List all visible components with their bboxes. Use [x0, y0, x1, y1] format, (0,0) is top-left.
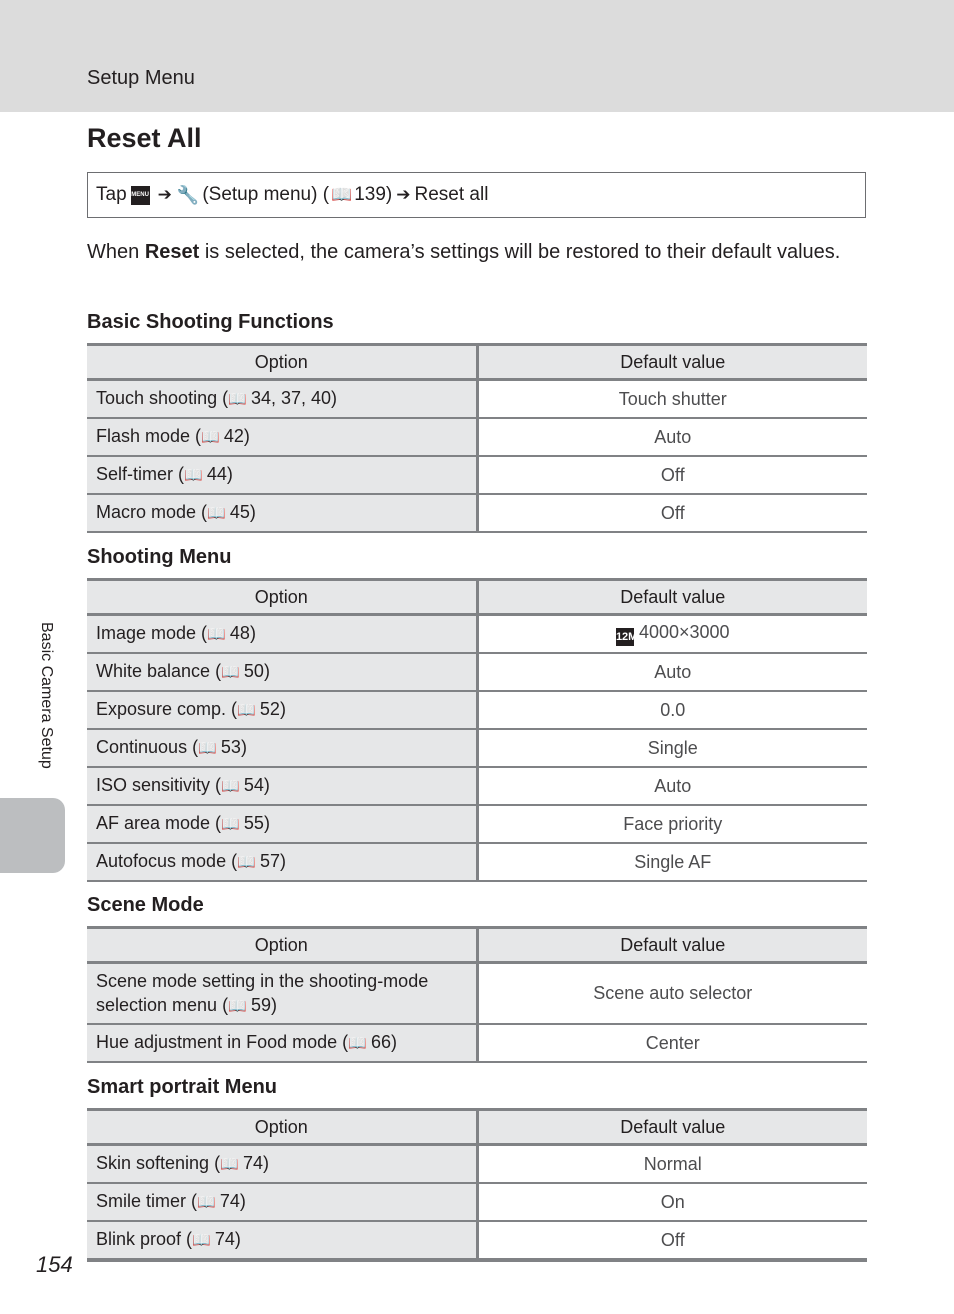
- page-reference: 74): [242, 1153, 269, 1173]
- book-reference-icon: 📖: [221, 816, 244, 833]
- column-header-option: Option: [87, 928, 477, 963]
- page-reference: 45): [229, 502, 256, 522]
- book-reference-icon: 📖: [348, 1035, 371, 1052]
- section-label: Setup Menu: [87, 67, 195, 89]
- page-reference: 48): [229, 623, 256, 643]
- table-header-row: [87, 928, 867, 963]
- option-label: AF area mode (: [96, 813, 222, 833]
- table-row: [87, 729, 867, 767]
- table-shooting-menu: [87, 578, 867, 882]
- book-reference-icon: 📖: [237, 702, 260, 719]
- default-value: Scene auto selector: [593, 983, 753, 1003]
- column-header-default-value: Default value: [477, 345, 867, 380]
- option-label: Touch shooting (: [96, 388, 229, 408]
- intro-suffix: is selected, the camera’s settings will be restored to their default values.: [199, 241, 841, 263]
- default-value: Auto: [654, 661, 692, 682]
- option-cell: [87, 1024, 477, 1062]
- option-cell: [87, 456, 477, 494]
- book-reference-icon: 📖: [184, 467, 207, 484]
- column-header-option: Option: [87, 1110, 477, 1145]
- table-basic-shooting-functions: [87, 343, 867, 533]
- page-reference: 34, 37, 40): [250, 388, 338, 408]
- page-reference: 59): [250, 994, 277, 1015]
- default-value-cell: [477, 767, 867, 805]
- table-row: [87, 1183, 867, 1221]
- intro-prefix: When: [87, 241, 145, 263]
- table-row: [87, 494, 867, 532]
- arrow-right-icon: ➔: [396, 185, 411, 204]
- default-value-cell: [477, 1024, 867, 1062]
- book-reference-icon: 📖: [228, 391, 251, 408]
- book-reference-icon: 📖: [220, 1156, 243, 1173]
- default-value: Single: [647, 737, 698, 758]
- table-row: [87, 1221, 867, 1259]
- default-value: Off: [660, 502, 685, 523]
- default-value: Off: [660, 464, 685, 485]
- option-cell: [87, 653, 477, 691]
- default-value: 4000×3000: [638, 622, 730, 642]
- page-reference: 50): [243, 661, 270, 681]
- nav-reset-all-text: Reset all: [414, 184, 489, 205]
- option-label: Exposure comp. (: [96, 699, 238, 719]
- book-reference-icon: 📖: [192, 1232, 215, 1249]
- option-cell: [87, 843, 477, 881]
- menu-icon: MENU: [131, 186, 150, 205]
- page-reference: 66): [371, 1032, 398, 1052]
- navigation-path-box: [87, 172, 866, 218]
- default-value: On: [660, 1191, 685, 1212]
- option-label: Scene mode setting in the shooting-mode selection menu (: [96, 970, 429, 1015]
- column-header-option: Option: [87, 580, 477, 615]
- option-label: Hue adjustment in Food mode (: [96, 1032, 349, 1052]
- nav-tap-text: Tap: [96, 184, 127, 205]
- book-reference-icon: 📖: [207, 505, 230, 522]
- intro-bold-term: Reset: [144, 241, 200, 263]
- default-value: Face priority: [623, 813, 723, 834]
- default-value: Center: [645, 1032, 700, 1053]
- option-cell: [87, 963, 477, 1025]
- page-reference: 55): [243, 813, 270, 833]
- default-value-cell: [477, 615, 867, 654]
- option-cell: [87, 494, 477, 532]
- default-value-cell: [477, 380, 867, 419]
- option-cell: [87, 805, 477, 843]
- table-row: [87, 691, 867, 729]
- option-label: White balance (: [96, 661, 222, 681]
- option-cell: [87, 1221, 477, 1259]
- section-title-shooting-menu: Shooting Menu: [87, 546, 232, 568]
- option-cell: [87, 418, 477, 456]
- default-value: Single AF: [634, 851, 712, 872]
- default-value: Normal: [643, 1153, 702, 1174]
- table-row: [87, 1145, 867, 1184]
- page-reference: 42): [223, 426, 250, 446]
- option-label: Image mode (: [96, 623, 208, 643]
- option-cell: [87, 729, 477, 767]
- arrow-right-icon: ➔: [157, 185, 172, 204]
- default-value: Auto: [654, 426, 692, 447]
- default-value-cell: [477, 805, 867, 843]
- intro-paragraph: [87, 237, 847, 267]
- default-value-cell: [477, 729, 867, 767]
- section-title-scene-mode: Scene Mode: [87, 894, 204, 916]
- book-reference-icon: 📖: [221, 664, 244, 681]
- image-size-icon: 12M: [616, 628, 634, 646]
- option-label: Smile timer (: [96, 1191, 198, 1211]
- column-header-option: Option: [87, 345, 477, 380]
- table-row: [87, 380, 867, 419]
- table-scene-mode: [87, 926, 867, 1063]
- table-row: [87, 767, 867, 805]
- column-header-default-value: Default value: [477, 928, 867, 963]
- default-value-cell: [477, 494, 867, 532]
- default-value-cell: [477, 653, 867, 691]
- option-label: Flash mode (: [96, 426, 202, 446]
- option-cell: [87, 1183, 477, 1221]
- option-label: Blink proof (: [96, 1229, 193, 1249]
- table-header-row: [87, 580, 867, 615]
- default-value-cell: [477, 1183, 867, 1221]
- page-reference: 53): [220, 737, 247, 757]
- book-reference-icon: 📖: [237, 854, 260, 871]
- option-cell: [87, 1145, 477, 1184]
- table-row: [87, 653, 867, 691]
- option-cell: [87, 691, 477, 729]
- table-row: [87, 963, 867, 1025]
- default-value: 0.0: [660, 699, 686, 720]
- column-header-default-value: Default value: [477, 1110, 867, 1145]
- sidebar-chapter-label: Basic Camera Setup: [38, 622, 55, 769]
- book-reference-icon: 📖: [207, 626, 230, 643]
- chapter-tab: [0, 798, 65, 873]
- page-title: Reset All: [87, 123, 202, 153]
- page-reference: 54): [243, 775, 270, 795]
- table-row: [87, 1024, 867, 1062]
- page-reference: 74): [219, 1191, 246, 1211]
- wrench-icon: 🔧: [176, 184, 200, 205]
- page-number: 154: [36, 1252, 73, 1277]
- default-value-cell: [477, 963, 867, 1025]
- option-label: Self-timer (: [96, 464, 185, 484]
- default-value-cell: [477, 418, 867, 456]
- book-reference-icon: 📖: [228, 997, 251, 1015]
- option-label: Continuous (: [96, 737, 199, 757]
- option-label: ISO sensitivity (: [96, 775, 222, 795]
- table-row: [87, 843, 867, 881]
- book-reference-icon: 📖: [197, 1194, 220, 1211]
- book-reference-icon: 📖: [201, 429, 224, 446]
- header-band: [0, 0, 954, 112]
- option-label: Skin softening (: [96, 1153, 221, 1173]
- table-row: [87, 615, 867, 654]
- default-value-cell: [477, 1221, 867, 1259]
- book-reference-icon: 📖: [331, 185, 353, 204]
- default-value-cell: [477, 691, 867, 729]
- bottom-rule: [87, 1260, 867, 1262]
- page-reference: 52): [259, 699, 286, 719]
- option-label: Autofocus mode (: [96, 851, 238, 871]
- option-cell: [87, 615, 477, 654]
- nav-page-ref: 139): [354, 184, 393, 205]
- table-row: [87, 805, 867, 843]
- table-row: [87, 456, 867, 494]
- book-reference-icon: 📖: [221, 778, 244, 795]
- page-reference: 74): [214, 1229, 241, 1249]
- default-value: Auto: [654, 775, 692, 796]
- nav-setup-menu-text: (Setup menu) (: [202, 184, 330, 205]
- table-header-row: [87, 1110, 867, 1145]
- column-header-default-value: Default value: [477, 580, 867, 615]
- table-header-row: [87, 345, 867, 380]
- option-label: Macro mode (: [96, 502, 208, 522]
- section-title-basic-shooting-functions: Basic Shooting Functions: [87, 311, 334, 333]
- table-row: [87, 418, 867, 456]
- default-value: Touch shutter: [618, 388, 727, 409]
- default-value-cell: [477, 843, 867, 881]
- book-reference-icon: 📖: [198, 740, 221, 757]
- option-cell: [87, 380, 477, 419]
- page-reference: 57): [259, 851, 286, 871]
- default-value-cell: [477, 456, 867, 494]
- table-smart-portrait-menu: [87, 1108, 867, 1260]
- default-value: Off: [660, 1229, 685, 1250]
- option-cell: [87, 767, 477, 805]
- default-value-cell: [477, 1145, 867, 1184]
- page-reference: 44): [206, 464, 233, 484]
- section-title-smart-portrait-menu: Smart portrait Menu: [87, 1076, 278, 1098]
